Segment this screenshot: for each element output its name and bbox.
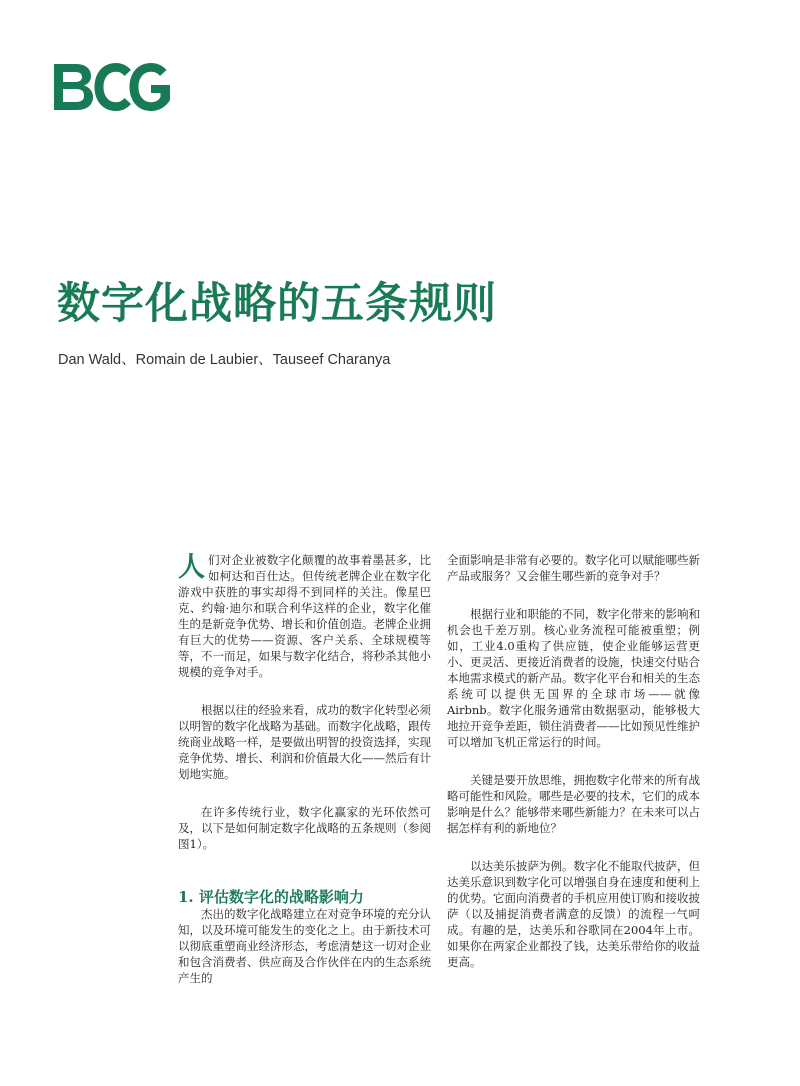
section-paragraph: 杰出的数字化战略建立在对竞争环境的充分认知，以及环境可能发生的变化之上。由于新技术可以彻底重塑商业经济形态，考虑清楚这一切对企业和包含消费者、供应商及合作伙伴在内的生态系统产生的	[178, 907, 431, 985]
section-heading: 1. 评估数字化的战略影响力	[178, 888, 364, 906]
page-title: 数字化战略的五条规则	[57, 279, 497, 329]
paragraph: 关键是要开放思维，拥抱数字化带来的所有战略可能性和风险。哪些是必要的技术，它们的成本影响是什么？能够带来哪些新能力？在未来可以占据怎样有利的新地位？	[447, 773, 700, 835]
paragraph: 根据行业和职能的不同，数字化带来的影响和机会也千差万别。核心业务流程可能被重塑；例如，工业4.0重构了供应链，使企业能够运营更小、更灵活、更接近消费者的设施，快速交付贴合本地需求模式的新产品。数字化平台和相关的生态系统可以提供无国界的全球市场——就像Airbnb。数字化服务通常由数据驱动，能够极大地拉开竞争差距，锁住消费者——比如预见性维护可以增加飞机正常运行的时间。	[447, 607, 700, 749]
bcg-logo	[54, 62, 172, 112]
drop-cap: 人	[178, 552, 205, 583]
intro-paragraph	[178, 552, 431, 680]
article-column-right	[447, 552, 700, 970]
authors: Dan Wald、Romain de Laubier、Tauseef Charanya	[58, 352, 391, 368]
bcg-logo-mark	[54, 62, 172, 112]
paragraph: 全面影响是非常有必要的。数字化可以赋能哪些新产品或服务？又会催生哪些新的竞争对手？	[447, 553, 700, 583]
paragraph: 以达美乐披萨为例。数字化不能取代披萨，但达美乐意识到数字化可以增强自身在速度和便利上的优势。它面向消费者的手机应用使订购和接收披萨（以及捕捉消费者满意的反馈）的流程一气呵成。有趣的是，达美乐和谷歌同在2004年上市。如果你在两家企业都投了钱，达美乐带给你的收益更高。	[447, 859, 700, 969]
intro-text: 们对企业被数字化颠覆的故事着墨甚多，比如柯达和百仕达。但传统老牌企业在数字化游戏中获胜的事实却得不到同样的关注。像星巴克、约翰·迪尔和联合利华这样的企业，数字化催生的是新竞争优势、增长和价值创造。老牌企业拥有巨大的优势——资源、客户关系、全球规模等等，不一而足，如果与数字化结合，将秒杀其他小规模的竞争对手。	[178, 553, 431, 679]
paragraph: 根据以往的经验来看，成功的数字化转型必须以明智的数字化战略为基础。而数字化战略，跟传统商业战略一样，是要做出明智的投资选择，实现竞争优势、增长、利润和价值最大化——然后有计划地实施。	[178, 703, 431, 781]
article-column-left	[178, 552, 431, 986]
paragraph: 在许多传统行业，数字化赢家的光环依然可及，以下是如何制定数字化战略的五条规则（参阅图1）。	[178, 805, 431, 851]
